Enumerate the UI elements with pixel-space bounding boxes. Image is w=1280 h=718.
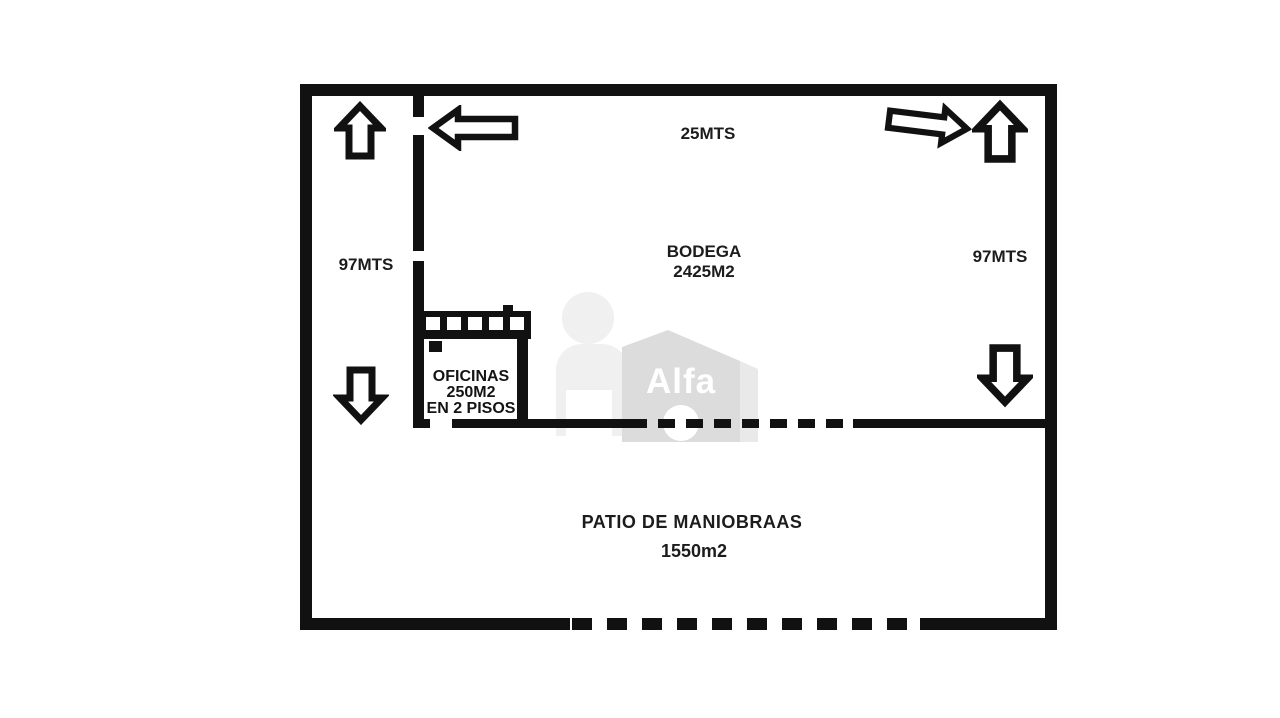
oficinas-label — [427, 369, 516, 417]
left-arrow-icon — [428, 105, 520, 151]
down-arrow-icon — [977, 342, 1033, 408]
oficinas-name: OFICINAS — [432, 368, 510, 385]
bodega-label — [667, 242, 742, 282]
dimension-label-left: 97MTS — [338, 255, 394, 274]
stair-step — [468, 317, 482, 330]
watermark-brand-text: Alfa — [645, 362, 717, 401]
middle-wall-segment — [853, 419, 1045, 428]
stair-step — [510, 317, 524, 330]
patio-name: PATIO DE MANIOBRAAS — [581, 512, 803, 532]
up-arrow-icon — [334, 101, 386, 161]
dimension-label-right: 97MTS — [972, 247, 1028, 266]
oficinas-left-wall — [413, 317, 424, 428]
middle-wall-segment — [413, 419, 430, 428]
dimension-label-top: 25MTS — [680, 124, 736, 143]
oficinas-floors: EN 2 PISOS — [426, 400, 516, 417]
stair-step — [426, 317, 440, 330]
oficinas-area: 250M2 — [446, 384, 496, 401]
stair-step — [447, 317, 461, 330]
vertical-wall-segment — [413, 135, 424, 251]
up-arrow-icon — [972, 99, 1028, 165]
stair-landing — [429, 341, 442, 352]
bodega-name: BODEGA — [666, 242, 742, 261]
patio-area: 1550m2 — [660, 541, 728, 561]
vertical-wall-segment — [413, 96, 424, 117]
middle-wall-segment — [452, 419, 630, 428]
bottom-dashed-wall — [572, 618, 918, 630]
oficinas-right-wall — [517, 339, 528, 428]
stair-step — [489, 317, 503, 330]
bodega-area: 2425M2 — [673, 262, 735, 281]
down-arrow-icon — [333, 365, 389, 425]
middle-dashed-wall — [630, 419, 844, 428]
vertical-wall-segment — [413, 261, 424, 317]
